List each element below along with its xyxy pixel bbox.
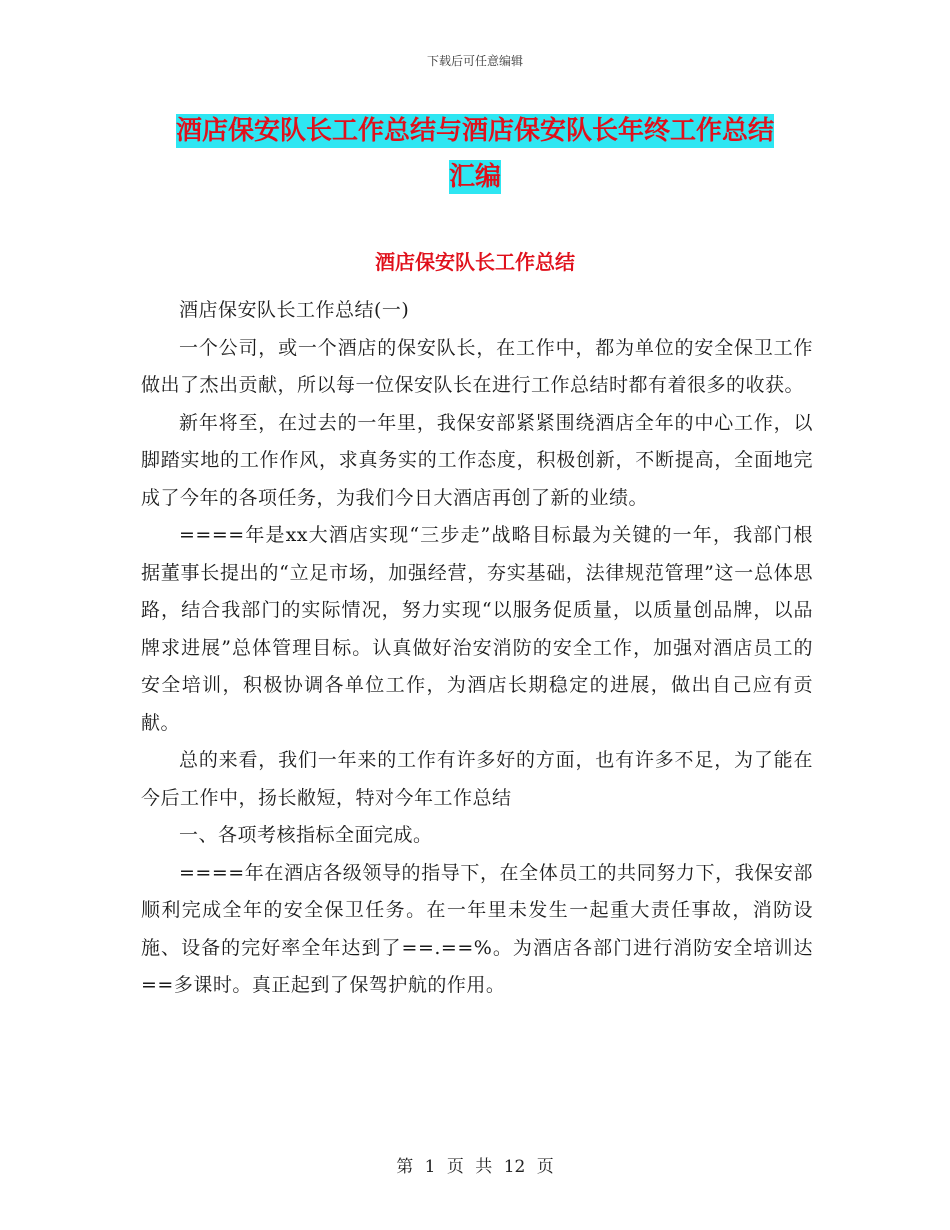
paragraph: 总的来看，我们一年来的工作有许多好的方面，也有许多不足，为了能在今后工作中，扬长敝短，特对今年工作总结 [141, 749, 813, 809]
header-note: 下载后可任意编辑 [426, 54, 523, 68]
paragraph: 一个公司，或一个酒店的保安队长，在工作中，都为单位的安全保卫工作做出了杰出贡献，所以每一位保安队长在进行工作总结时都有着很多的收获。 [141, 336, 813, 396]
paragraph: 新年将至，在过去的一年里，我保安部紧紧围绕酒店全年的中心工作，以脚踏实地的工作作风，求真务实的工作态度，积极创新，不断提高，全面地完成了今年的各项任务，为我们今日大酒店再创了新的业绩。 [141, 411, 813, 509]
section-title: 酒店保安队长工作总结 [375, 250, 575, 274]
body-text [141, 292, 813, 1005]
document-title [140, 108, 810, 200]
paragraph: 一、各项考核指标全面完成。 [179, 824, 433, 846]
page-footer: 第 1 页 共 12 页 [396, 1157, 554, 1177]
title-line-1: 酒店保安队长工作总结与酒店保安队长年终工作总结 [175, 116, 774, 146]
paragraph: 酒店保安队长工作总结(一) [179, 299, 410, 321]
title-line-2: 汇编 [448, 162, 501, 192]
paragraph: ====年是xx大酒店实现“三步走”战略目标最为关键的一年，我部门根据董事长提出的“立足市场，加强经营，夯实基础，法律规范管理”这一总体思路，结合我部门的实际情况，努力实现“以服务促质量，以质量创品牌，以品牌求进展”总体管理目标。认真做好治安消防的安全工作，加强对酒店员工的安全培训，积极协调各单位工作，为酒店长期稳定的进展，做出自己应有贡献。 [141, 524, 813, 734]
paragraph: ====年在酒店各级领导的指导下，在全体员工的共同努力下，我保安部顺利完成全年的安全保卫任务。在一年里未发生一起重大责任事故，消防设施、设备的完好率全年达到了==.==%。为酒店各部门进行消防安全培训达==多课时。真正起到了保驾护航的作用。 [141, 861, 813, 996]
